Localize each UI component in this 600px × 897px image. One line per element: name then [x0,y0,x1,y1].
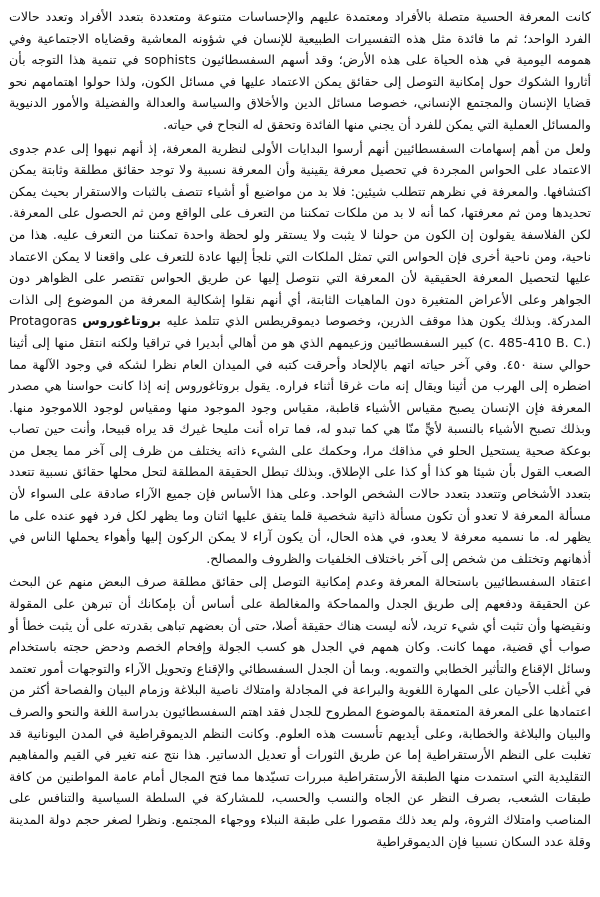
paragraph-2-text-a: ولعل من أهم إسهامات السفسطائيين أنهم أرسوا البدايات الأولى لنظرية المعرفة، إذ أنهم نبهوا إلى عدم جدوى الاعتماد على الحواس المجردة في تحصيل معرفة يقينية وأن المعرفة نسبية ولا توجد حقائق مطلقة وثابتة يمكن اكتشافها. والمعرفة في نظرهم تتطلب شيئين: فلا بد من مواضيع أو أشياء تتصف بالثبات والاستقرار بحيث يمكن تحديدها ومن ثم معرفتها، كما أنه لا بد من ملكات تمكننا من التعرف على الواقع ومن ثم الحصول على المعرفة. لكن الفلاسفة يقولون إن الكون من حولنا لا يثبت ولا يستقر ولو لحظة واحدة تمكننا من التعرف عليه. هذا من ناحية، ومن ناحية أخرى فإن الحواس التي تمثل الملكات التي نلجأ إليها عادة للتعرف على واقعنا لا يمكن الاعتماد عليها لتحصيل المعرفة الحقيقية لأن المعرفة التي نتوصل إليها عن طريق الحواس تقتصر على الظواهر دون الجواهر وعلى الأعراض المتغيرة دون الماهيات الثابتة، أي أنهم نقلوا إشكالية المعرفة من الموضوع إلى الذات المدركة. وبذلك يكون هذا موقف الذرين، وخصوصا ديموقريطس الذي تتلمذ عليه [9,140,591,329]
protagoras-name: بروتاغوروس [82,313,162,329]
paragraph-2 [9,138,591,570]
paragraph-2-text-b: Protagoras (c. 485-410 B. C.) كبير السفسطائيين وزعيمهم الذي هو من أهالي أبديرا في تراقيا ولكنه انتقل منها إلى أثينا حوالي سنة ٤٥٠. وفي آخر حياته اتهم بالإلحاد وأحرقت كتبه في الميدان العام نظرا لشكه في وجود الآلهة مما اضطره إلى الهرب من أثينا ويقال إنه مات غرقا أثناء فراره. يقول بروتاغوروس إنه إذا كانت حواسنا هي مصدر المعرفة فإن الإنسان يصبح مقياس الأشياء قاطبة، مقياس وجود الموجود منها ومقياس لوجود اللاموجود منها. وبذلك تصبح الأشياء بالنسبة لأيٍّ منّا هي كما تبدو له، فما تراه أنت مليحا غيرك قد يراه قبيحا، وأنت حين تصاب بوعكة صحية يستحيل الحلو في مذاقك مرا، وحكمك على الشيء ذاته يختلف من ظرف إلى آخر مما يجعل من الصعب القول بأن شيئا هو كذا أو كذا على الإطلاق. وبذلك تبطل الحقيقة المطلقة لتحل محلها حقائق نسبية تتعدد بتعدد الأشخاص وتتعدد بتعدد حالات الشخص الواحد. وعلى هذا الأساس فإن جميع الآراء صادقة على السواء لأن مسألة المعرفة لا تعدو أن تكون مسألة ذاتية شخصية قلما يتفق عليها اثنان وما يظهر لكل فرد فهو عنده على ما يظهر له. ما نسميه معرفة لا يعدو، في هذه الحال، أن يكون آراء لا يمكن الركون إليها وأهواء يحملها الناس في أذهانهم وتختلف من شخص إلى آخر باختلاف الخلفيات والظروف والمصالح. [9,313,591,566]
paragraph-3 [9,571,591,852]
paragraph-3-text: اعتقاد السفسطائيين باستحالة المعرفة وعدم إمكانية التوصل إلى حقائق مطلقة صرف البعض منهم عن البحث عن الحقيقة ودفعهم إلى طريق الجدل والمماحكة والمغالطة على أساس أن بإمكانك أن تبرهن على المقولة ونقيضها وأن تثبت أي شيء تريد، لأنه ليست هناك حقيقة أصلا، حتى أن بعضهم تباهى بقدرته على أن يثبت خطأ أو صواب أي قضية، مهما كانت. وكان همهم في الجدل هو كسب الجولة وإفحام الخصم ودحض حجته باستخدام وسائل الإقناع والتأثير الخطابي والتمويه. وبما أن الجدل السفسطائي والإقناع وتحويل الآراء والتوجهات أمور تعتمد في أغلب الأحيان على المهارة اللغوية والبراعة في المجادلة وامتلاك ناصية البلاغة وزمام البيان والفصاحة أكثر من اعتمادها على المعرفة المتعمقة بالموضوع المطروح للجدل فقد اهتم السفسطائيون بدراسة اللغة والنحو والصرف والبيان والبلاغة والخطابة، وعلى أيديهم تأسست هذه العلوم. وكانت النظم الديموقراطية في المدن اليونانية قد تغلبت على النظم الأرستقراطية إما عن طريق الثورات أو تعديل الدساتير. هذا نتج عنه تغير في القيم والمفاهيم التقليدية التي استمدت منها الطبقة الأرستقراطية مبررات تسيّدها مما فتح المجال أمام عامة المواطنين من كافة طبقات الشعب، بصرف النظر عن الجاه والنسب والحسب، للمشاركة في السلطة السياسية والتنافس على المناصب وامتلاك الثروة، ولم يعد ذلك مقصورا على طبقة النبلاء ووجهاء المجتمع. ونظرا لصغر حجم دولة المدينة وقلة عدد السكان نسبيا فإن الديموقراطية [9,574,591,849]
paragraph-1-text: كانت المعرفة الحسية متصلة بالأفراد ومعتمدة عليهم والإحساسات متنوعة ومتعددة بتعدد الأفراد وتعدد حالات الفرد الواحد؛ ثم ما فائدة مثل هذه التفسيرات الطبيعية للإنسان في شؤونه المعاشية وقضاياه الاجتماعية وفي همومه اليومية في هذه الحياة على هذه الأرض؛ وقد أسهم السفسطائيون sophists في تنمية هذا التوجه بأن أثاروا الشكوك حول إمكانية التوصل إلى حقائق يمكن الاعتماد عليها في مسائل الكون، ولذا حولوا اهتمامهم نحو قضايا الإنسان والمجتمع الإنساني، خصوصا مسائل الدين والأخلاق والسياسة والعدالة والفضيلة والأمور الدنيوية والمسائل العملية التي يمكن للفرد أن يجني منها الفائدة وتحقق له النجاح في حياته. [9,9,591,132]
paragraph-1 [9,6,591,136]
